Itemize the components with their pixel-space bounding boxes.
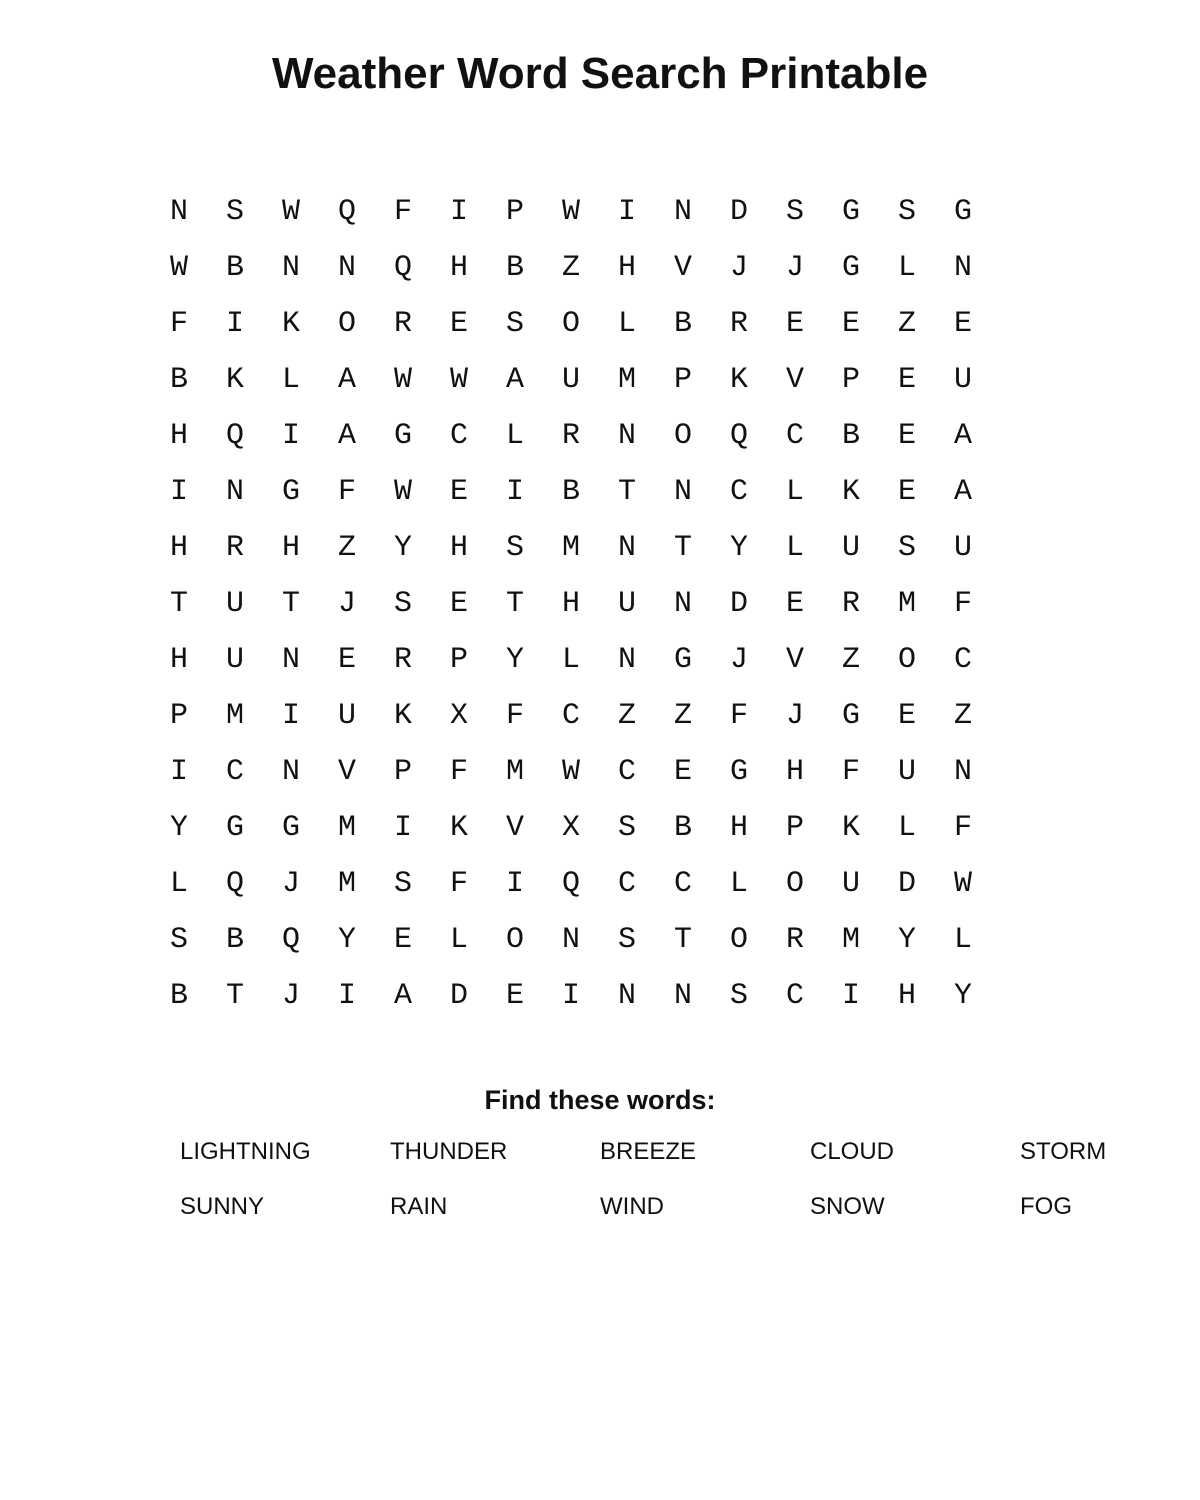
- grid-letter: G: [393, 419, 412, 453]
- grid-letter: L: [785, 531, 804, 565]
- grid-letter: C: [561, 699, 580, 733]
- grid-letter: S: [505, 307, 524, 341]
- grid-letter: C: [953, 643, 972, 677]
- grid-letter: G: [841, 195, 860, 229]
- grid-letter: T: [617, 475, 636, 509]
- grid-letter: I: [169, 475, 188, 509]
- grid-letter: N: [617, 531, 636, 565]
- grid-letter: I: [449, 195, 468, 229]
- grid-letter: L: [953, 923, 972, 957]
- grid-letter: R: [785, 923, 804, 957]
- grid-letter: P: [841, 363, 860, 397]
- grid-letter: D: [897, 867, 916, 901]
- grid-letter: M: [617, 363, 636, 397]
- grid-letter: H: [281, 531, 300, 565]
- grid-letter: E: [785, 587, 804, 621]
- grid-letter: U: [953, 531, 972, 565]
- grid-letter: R: [561, 419, 580, 453]
- grid-letter: B: [673, 811, 692, 845]
- word-bank-item: WIND: [600, 1193, 664, 1220]
- grid-letter: Q: [225, 867, 244, 901]
- grid-letter: V: [505, 811, 524, 845]
- grid-letter: E: [393, 923, 412, 957]
- grid-letter: O: [897, 643, 916, 677]
- grid-letter: L: [897, 251, 916, 285]
- grid-letter: G: [841, 699, 860, 733]
- grid-letter: Q: [281, 923, 300, 957]
- grid-letter: M: [897, 587, 916, 621]
- grid-letter: O: [337, 307, 356, 341]
- grid-letter: R: [393, 307, 412, 341]
- grid-letter: C: [673, 867, 692, 901]
- grid-letter: O: [785, 867, 804, 901]
- grid-letter: S: [897, 531, 916, 565]
- grid-letter: H: [785, 755, 804, 789]
- grid-letter: V: [673, 251, 692, 285]
- grid-letter: B: [225, 923, 244, 957]
- grid-letter: J: [281, 979, 300, 1013]
- grid-letter: N: [673, 979, 692, 1013]
- grid-letter: S: [785, 195, 804, 229]
- grid-letter: Z: [841, 643, 860, 677]
- grid-letter: G: [225, 811, 244, 845]
- grid-letter: T: [169, 587, 188, 621]
- grid-letter: W: [393, 363, 412, 397]
- grid-letter: Y: [505, 643, 524, 677]
- grid-letter: B: [225, 251, 244, 285]
- grid-letter: I: [225, 307, 244, 341]
- grid-letter: I: [169, 755, 188, 789]
- word-bank-item: RAIN: [390, 1193, 448, 1220]
- grid-letter: O: [505, 923, 524, 957]
- grid-letter: L: [281, 363, 300, 397]
- grid-letter: V: [785, 363, 804, 397]
- grid-letter: Q: [337, 195, 356, 229]
- grid-letter: G: [729, 755, 748, 789]
- grid-letter: W: [449, 363, 468, 397]
- grid-letter: N: [281, 755, 300, 789]
- grid-letter: U: [225, 587, 244, 621]
- grid-letter: T: [673, 531, 692, 565]
- grid-letter: H: [169, 531, 188, 565]
- grid-letter: W: [561, 195, 580, 229]
- grid-letter: L: [449, 923, 468, 957]
- grid-letter: S: [617, 923, 636, 957]
- grid-letter: N: [617, 979, 636, 1013]
- grid-letter: P: [393, 755, 412, 789]
- grid-letter: S: [729, 979, 748, 1013]
- grid-letter: N: [673, 195, 692, 229]
- grid-letter: B: [169, 979, 188, 1013]
- grid-letter: J: [281, 867, 300, 901]
- word-bank-heading: Find these words:: [484, 1085, 716, 1115]
- word-bank-item: LIGHTNING: [180, 1138, 311, 1165]
- grid-letter: E: [897, 699, 916, 733]
- grid-letter: M: [225, 699, 244, 733]
- grid-letter: W: [281, 195, 300, 229]
- grid-letter: K: [729, 363, 748, 397]
- grid-letter: J: [729, 251, 748, 285]
- grid-letter: S: [169, 923, 188, 957]
- page-title: Weather Word Search Printable: [271, 49, 929, 98]
- grid-letter: H: [169, 643, 188, 677]
- grid-letter: P: [673, 363, 692, 397]
- grid-letter: U: [561, 363, 580, 397]
- grid-letter: C: [225, 755, 244, 789]
- grid-letter: L: [169, 867, 188, 901]
- grid-letter: S: [505, 531, 524, 565]
- grid-letter: B: [841, 419, 860, 453]
- grid-letter: I: [617, 195, 636, 229]
- grid-letter: E: [449, 307, 468, 341]
- grid-letter: U: [617, 587, 636, 621]
- grid-letter: D: [729, 587, 748, 621]
- grid-letter: Q: [729, 419, 748, 453]
- grid-letter: Z: [337, 531, 356, 565]
- grid-letter: N: [953, 755, 972, 789]
- grid-letter: F: [337, 475, 356, 509]
- grid-letter: E: [449, 475, 468, 509]
- grid-letter: A: [337, 419, 356, 453]
- grid-letter: F: [169, 307, 188, 341]
- grid-letter: J: [729, 643, 748, 677]
- grid-letter: C: [449, 419, 468, 453]
- grid-letter: E: [897, 419, 916, 453]
- grid-letter: T: [225, 979, 244, 1013]
- grid-letter: S: [393, 867, 412, 901]
- grid-letter: E: [841, 307, 860, 341]
- grid-letter: F: [729, 699, 748, 733]
- grid-letter: N: [337, 251, 356, 285]
- grid-letter: E: [953, 307, 972, 341]
- grid-letter: Z: [673, 699, 692, 733]
- grid-letter: G: [953, 195, 972, 229]
- grid-letter: T: [673, 923, 692, 957]
- grid-letter: Y: [169, 811, 188, 845]
- grid-letter: D: [729, 195, 748, 229]
- grid-letter: B: [673, 307, 692, 341]
- grid-letter: C: [785, 979, 804, 1013]
- grid-letter: L: [785, 475, 804, 509]
- grid-letter: P: [449, 643, 468, 677]
- grid-letter: F: [841, 755, 860, 789]
- grid-letter: I: [281, 419, 300, 453]
- grid-letter: R: [841, 587, 860, 621]
- grid-letter: X: [449, 699, 468, 733]
- grid-letter: F: [953, 587, 972, 621]
- grid-letter: A: [953, 475, 972, 509]
- grid-letter: J: [785, 699, 804, 733]
- grid-letter: I: [505, 867, 524, 901]
- grid-letter: C: [617, 755, 636, 789]
- grid-letter: I: [841, 979, 860, 1013]
- grid-letter: Z: [897, 307, 916, 341]
- grid-letter: F: [393, 195, 412, 229]
- grid-letter: Q: [393, 251, 412, 285]
- word-bank-list: [180, 1133, 1200, 1243]
- grid-letter: Y: [729, 531, 748, 565]
- letter-grid: [151, 184, 991, 1024]
- grid-letter: I: [561, 979, 580, 1013]
- grid-letter: F: [449, 755, 468, 789]
- grid-letter: F: [449, 867, 468, 901]
- grid-letter: A: [337, 363, 356, 397]
- grid-letter: R: [225, 531, 244, 565]
- grid-letter: S: [393, 587, 412, 621]
- grid-letter: K: [841, 475, 860, 509]
- grid-letter: Z: [561, 251, 580, 285]
- grid-letter: U: [841, 867, 860, 901]
- grid-letter: I: [281, 699, 300, 733]
- grid-letter: C: [617, 867, 636, 901]
- grid-letter: O: [729, 923, 748, 957]
- grid-letter: S: [617, 811, 636, 845]
- grid-letter: F: [953, 811, 972, 845]
- grid-letter: T: [505, 587, 524, 621]
- grid-letter: U: [337, 699, 356, 733]
- grid-letter: S: [897, 195, 916, 229]
- grid-letter: K: [225, 363, 244, 397]
- word-bank-item: BREEZE: [600, 1138, 697, 1165]
- grid-letter: B: [505, 251, 524, 285]
- grid-letter: U: [841, 531, 860, 565]
- word-bank-item: SNOW: [810, 1193, 885, 1220]
- grid-letter: W: [953, 867, 972, 901]
- word-bank-item: FOG: [1020, 1193, 1072, 1220]
- grid-letter: W: [169, 251, 188, 285]
- grid-letter: G: [281, 811, 300, 845]
- grid-letter: H: [729, 811, 748, 845]
- grid-letter: Z: [617, 699, 636, 733]
- word-bank-item: THUNDER: [390, 1138, 508, 1165]
- grid-letter: J: [785, 251, 804, 285]
- grid-letter: D: [449, 979, 468, 1013]
- grid-letter: R: [729, 307, 748, 341]
- grid-letter: E: [337, 643, 356, 677]
- word-bank-item: STORM: [1020, 1138, 1107, 1165]
- grid-letter: E: [897, 475, 916, 509]
- grid-letter: N: [673, 587, 692, 621]
- grid-letter: N: [281, 251, 300, 285]
- grid-letter: R: [393, 643, 412, 677]
- grid-letter: Y: [393, 531, 412, 565]
- grid-letter: E: [897, 363, 916, 397]
- grid-letter: L: [617, 307, 636, 341]
- grid-letter: L: [561, 643, 580, 677]
- grid-letter: B: [561, 475, 580, 509]
- word-bank-item: CLOUD: [810, 1138, 895, 1165]
- grid-letter: I: [393, 811, 412, 845]
- grid-letter: Y: [897, 923, 916, 957]
- grid-letter: V: [337, 755, 356, 789]
- grid-letter: N: [617, 643, 636, 677]
- grid-letter: W: [561, 755, 580, 789]
- grid-letter: M: [337, 867, 356, 901]
- grid-letter: M: [337, 811, 356, 845]
- grid-letter: G: [841, 251, 860, 285]
- grid-letter: C: [729, 475, 748, 509]
- grid-letter: K: [281, 307, 300, 341]
- grid-letter: N: [561, 923, 580, 957]
- grid-letter: Y: [953, 979, 972, 1013]
- grid-letter: X: [561, 811, 580, 845]
- grid-letter: P: [169, 699, 188, 733]
- grid-letter: E: [505, 979, 524, 1013]
- grid-letter: L: [505, 419, 524, 453]
- grid-letter: H: [617, 251, 636, 285]
- grid-letter: I: [337, 979, 356, 1013]
- grid-letter: U: [953, 363, 972, 397]
- grid-letter: U: [225, 643, 244, 677]
- grid-letter: P: [505, 195, 524, 229]
- grid-letter: E: [449, 587, 468, 621]
- grid-letter: A: [393, 979, 412, 1013]
- grid-letter: O: [561, 307, 580, 341]
- grid-letter: E: [785, 307, 804, 341]
- grid-letter: S: [225, 195, 244, 229]
- grid-letter: I: [505, 475, 524, 509]
- grid-letter: M: [561, 531, 580, 565]
- grid-letter: F: [505, 699, 524, 733]
- grid-letter: L: [897, 811, 916, 845]
- grid-letter: J: [337, 587, 356, 621]
- grid-letter: H: [449, 251, 468, 285]
- grid-letter: O: [673, 419, 692, 453]
- grid-letter: N: [617, 419, 636, 453]
- grid-letter: G: [281, 475, 300, 509]
- grid-letter: M: [505, 755, 524, 789]
- grid-letter: A: [505, 363, 524, 397]
- grid-letter: Y: [337, 923, 356, 957]
- grid-letter: N: [953, 251, 972, 285]
- grid-letter: M: [841, 923, 860, 957]
- grid-letter: L: [729, 867, 748, 901]
- grid-letter: Q: [561, 867, 580, 901]
- grid-letter: H: [561, 587, 580, 621]
- grid-letter: H: [897, 979, 916, 1013]
- grid-letter: H: [169, 419, 188, 453]
- grid-letter: P: [785, 811, 804, 845]
- grid-letter: N: [281, 643, 300, 677]
- grid-letter: B: [169, 363, 188, 397]
- grid-letter: Z: [953, 699, 972, 733]
- grid-letter: C: [785, 419, 804, 453]
- grid-letter: A: [953, 419, 972, 453]
- grid-letter: W: [393, 475, 412, 509]
- grid-letter: U: [897, 755, 916, 789]
- grid-letter: K: [841, 811, 860, 845]
- grid-letter: K: [449, 811, 468, 845]
- grid-letter: Q: [225, 419, 244, 453]
- grid-letter: K: [393, 699, 412, 733]
- grid-letter: T: [281, 587, 300, 621]
- grid-letter: V: [785, 643, 804, 677]
- grid-letter: N: [169, 195, 188, 229]
- grid-letter: N: [673, 475, 692, 509]
- grid-letter: G: [673, 643, 692, 677]
- word-bank-item: SUNNY: [180, 1193, 265, 1220]
- grid-letter: N: [225, 475, 244, 509]
- grid-letter: H: [449, 531, 468, 565]
- grid-letter: E: [673, 755, 692, 789]
